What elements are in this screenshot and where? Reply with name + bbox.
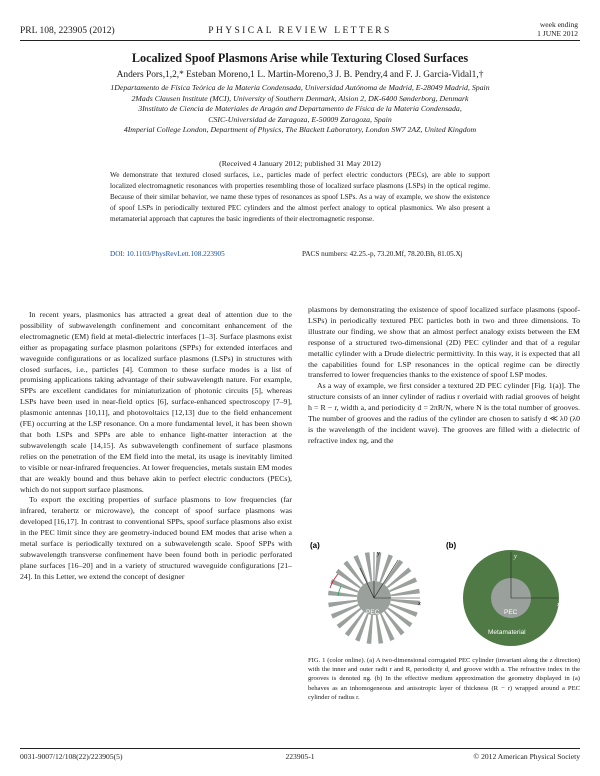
panel-b-pec-label: PEC [504,609,518,616]
week-ending [537,20,578,38]
figure-1-caption: FIG. 1 (color online). (a) A two-dimensional corrugated PEC cylinder (invariant along the z direction) with the inner and outer radii r and R, periodicity d, and groove width a. The refractive index in the grooves is denoted ng. (b) In the effective medium approximation the geometry displayed in (a) behaves as an inhomogeneous and anisotropic layer of thickness (R − r) wrapped around a PEC cylinder of radius r. [308,657,580,701]
footer-copyright: © 2012 American Physical Society [473,752,580,761]
week-ending-label: week ending [539,20,578,29]
footer-rule [20,748,580,749]
week-ending-date: 1 JUNE 2012 [537,29,578,38]
metamaterial-label: Metamaterial [488,629,526,636]
body-column-right [308,305,580,447]
pec-tooth [380,613,395,641]
journal-reference: PRL 108, 223905 (2012) [20,26,115,36]
footer-article-code: 0031-9007/12/108(22)/223905(5) [20,752,123,761]
pec-tooth [367,615,373,644]
journal-name: PHYSICAL REVIEW LETTERS [208,26,392,36]
pec-tooth [389,577,417,592]
affiliation-3-cont: CSIC-Universidad de Zaragoza, E-50009 Zaragoza, Spain [208,114,392,124]
affiliation-1: 1Departamento de Física Teórica de la Materia Condensada, Universidad Autónoma de Madrid, E-28049 Madrid, Spain [110,83,490,92]
affiliation-2: 2Mads Clausen Institute (MCI), University of Southern Denmark, Alsion 2, DK-6400 Sønderborg, Denmark [131,93,469,103]
affiliation-4: 4Imperial College London, Department of Physics, The Blackett Laboratory, London SW7 2AZ, United Kingdom [123,125,477,135]
affiliation-3: 3Instituto de Ciencia de Materiales de Aragón and Departamento de Física de la Materia Condensada, [138,104,462,114]
abstract: We demonstrate that textured closed surfaces, i.e., particles made of perfect electric conductors (PECs), are able to support localized electromagnetic resonances with properties resembling those of localized surface plasmons (LSPs) in the optical regime. Because of their similar behavior, we name these types of resonances as spoof LSPs. As a way of example, we show the existence of spoof LSPs in periodically textured PEC cylinders and the almost perfect analogy to optical plasmonics. We also present a metamaterial approach that captures the basic ingredients of their electromagnetic response. [110,171,490,223]
author-list: Anders Pors,1,2,* Esteban Moreno,1 L. Martin-Moreno,3 J. B. Pendry,4 and F. J. Garcia-Vidal1,† [116,70,484,80]
panel-a-pec-label: PEC [366,609,380,616]
body-column-left [20,310,292,583]
y-axis-label: y [377,550,380,557]
paragraph-example: As a way of example, we first consider a textured 2D PEC cylinder [Fig. 1(a)]. The structure consists of an inner cylinder of radius r overlaid with radial grooves of height h = R − r, width a, and periodicity d = 2πR/N, where N is the total number of grooves. The number of grooves and the radius of the cylinder are chosen to satisfy d ≪ λ0 (λ0 is the wavelength of the incident wave). The grooves are filled with a dielectric of refractive index ng, and the [308,381,580,445]
paper-title: Localized Spoof Plasmons Arise while Texturing Closed Surfaces [131,51,469,65]
footer-page-number: 223905-1 [285,752,315,761]
pacs-numbers: PACS numbers: 42.25.-p, 73.20.Mf, 78.20.Bh, 81.05.Xj [302,250,463,258]
pec-tooth [391,599,420,605]
pec-tooth [328,591,357,597]
x-axis-label-b: x [557,601,560,608]
paragraph-continued: plasmons by demonstrating the existence of spoof localized surface plasmons (spoof-LSPs) in periodically textured PEC particles both in two and three dimensions. To illustrate our finding, we show that an almost perfect analogy exists between the EM response of a structured two-dimensional (2D) PEC cylinder and that of a regular metallic cylinder with a Drude dielectric permittivity. In this way, it is expected that all the capabilities found for LSP resonances in the optical regime can be directly transferred to lower frequencies thanks to the existence of spoof LSP modes. [308,305,580,380]
received-date: (Received 4 January 2012; published 31 May 2012) [219,159,381,168]
doi-link[interactable]: DOI: 10.1103/PhysRevLett.108.223905 [110,250,225,258]
pec-tooth [389,603,417,617]
pec-tooth [355,613,369,641]
pec-tooth [331,604,359,619]
header-rule [20,40,580,41]
x-axis-label: x [418,600,421,607]
figure-1-graphic [308,538,580,653]
y-axis-label-b: y [514,553,517,560]
affiliations [40,83,560,136]
panel-b-label: (b) [446,541,457,550]
paragraph-spoof: To export the exciting properties of surface plasmons to low frequencies (far infrared, terahertz or microwave), the concept of spoof surface plasmons was developed [16,17]. In contrast to conventional SPPs, spoof surface plasmons also exist in the PEC limit since they are geometry-induced bound EM modes that arise when a metal surface is periodically textured on a subwavelength scale. Spoof SPPs with subwavelength transverse confinement have been found both in periodic perforated plane surfaces [16–20] and in a variety of structured waveguide configurations [21–24]. In this Letter, we extend the concept of designer [20,495,292,581]
panel-a-label: (a) [310,541,320,550]
pec-tooth [330,579,358,593]
paragraph-intro: In recent years, plasmonics has attracted a great deal of attention due to the possibility of subwavelength confinement and concomitant enhancement of the electromagnetic (EM) field at metal-dielectric interfaces [1–3]. Surface plasmons exist either as propagating surface plasmon polaritons (SPPs) for extended interfaces and waveguide configurations or as localized surface plasmons (LSPs) in structures with closed surfaces, i.e., particles [4]. Common to these surface modes is a list of promising applications taking advantage of their subwavelength nature. For example, SPPs are excellent candidates for miniaturization of photonic circuits [5], whereas LSPs have been used in near-field optics [6], surface-enhanced spectroscopy [7–9], plasmonic antennas [10,11], and photovoltaics [12,13] due to the field enhancement (FE) occurring at the LSP resonance. On a more fundamental level, it has been shown that both LSPs and SPPs are able to enhance light-matter interaction at the subwavelength scale [14,15]. As subwavelength confinement of surface plasmons relies on the penetration of the EM field into the metal, its usage is inevitably limited to visible or near-infrared frequencies. At lower frequencies, metals sustain EM modes that are weakly bound and thus behave akin to perfect electric conductors (PECs), which do not support surface plasmons. [20,310,292,494]
